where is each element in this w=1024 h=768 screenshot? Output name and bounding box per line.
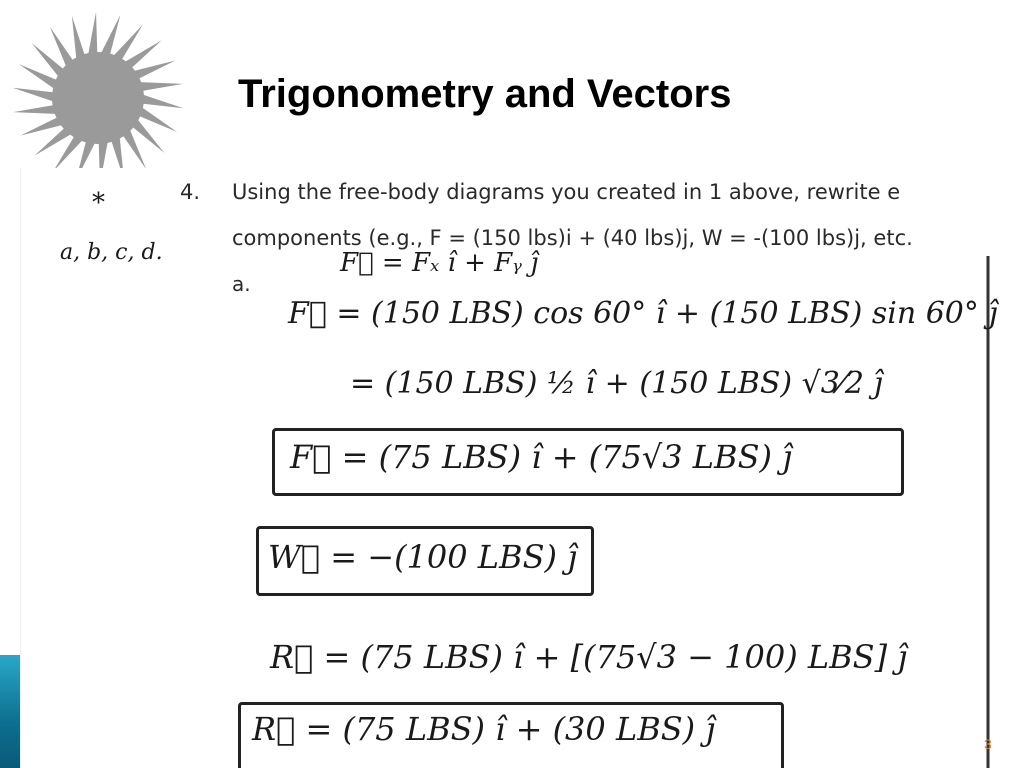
equation-resultant-result: R⃗ = (75 LBS) î + (30 LBS) ĵ	[252, 710, 716, 748]
question-number: 4.	[180, 180, 201, 204]
slide-title: Trigonometry and Vectors	[238, 72, 732, 116]
margin-parts-note: a, b, c, d.	[60, 240, 163, 265]
sun-logo-icon	[8, 8, 188, 188]
equation-force-result: F⃗ = (75 LBS) î + (75√3 LBS) ĵ	[290, 438, 793, 476]
question-text-line2: components (e.g., F = (150 lbs)i + (40 lbs)j, W = -(100 lbs)j, etc.	[232, 226, 913, 250]
page-number: 3	[984, 736, 992, 752]
equation-force-values: = (150 LBS) ½ î + (150 LBS) √3⁄2 ĵ	[350, 366, 883, 401]
question-part-label: a.	[232, 272, 251, 296]
sun-ray	[138, 93, 184, 108]
accent-bar	[0, 655, 20, 768]
sun-ray	[13, 88, 59, 103]
equation-force-trig: F⃗ = (150 LBS) cos 60° î + (150 LBS) sin 60° ĵ	[288, 296, 998, 331]
margin-star-note: *	[92, 188, 105, 218]
scanned-worksheet	[20, 168, 1024, 768]
equation-definition: F⃗ = Fₓ î + Fᵧ ĵ	[340, 248, 539, 278]
equation-weight: W⃗ = −(100 LBS) ĵ	[268, 538, 578, 576]
equation-resultant-sum: R⃗ = (75 LBS) î + [(75√3 − 100) LBS] ĵ	[270, 638, 908, 676]
question-text-line1: Using the free-body diagrams you created in 1 above, rewrite e	[232, 180, 901, 204]
